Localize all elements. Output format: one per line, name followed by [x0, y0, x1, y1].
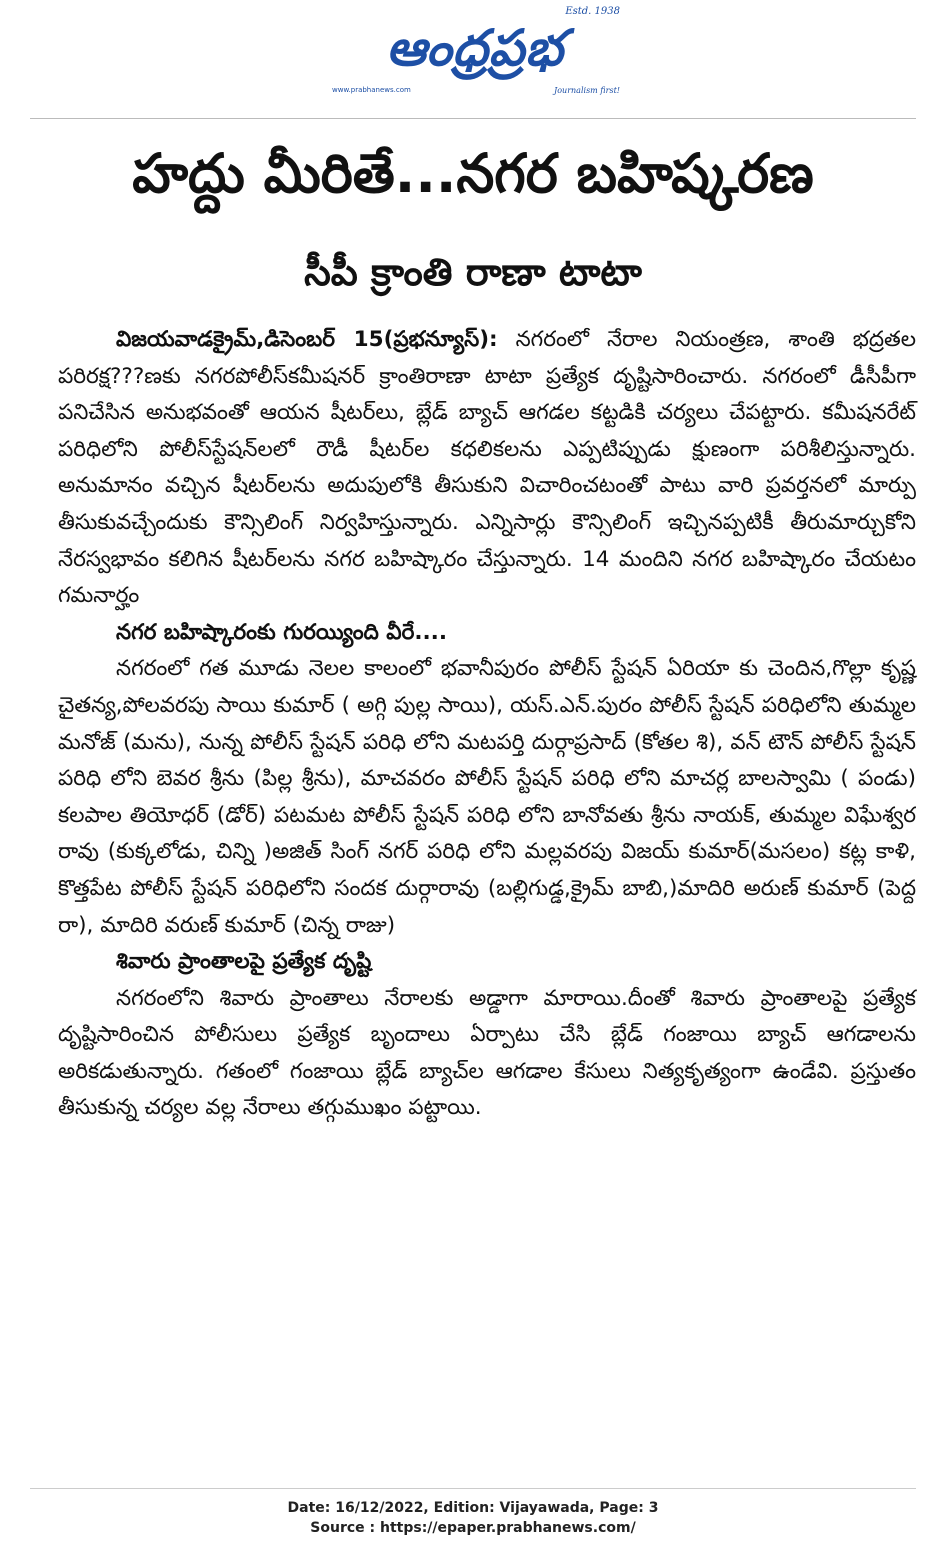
edition-info: Date: 16/12/2022, Edition: Vijayawada, Page: 3	[287, 1500, 659, 1516]
logo-text: ఆంధ్రప్రభ	[386, 18, 564, 77]
section-heading: శివారు ప్రాంతాలపై ప్రత్యేక దృష్టి	[116, 949, 372, 975]
section-heading: నగర బహిష్కారంకు గురయ్యింది వీరే....	[116, 619, 447, 645]
paragraph: నగరంలో గత మూడు నెలల కాలంలో భవానీపురం పోలీస్ స్టేషన్ ఏరియా కు చెందిన,గొల్లా కృష్ణ చైతన్య,పోలవరపు సాయి కుమార్ ( అగ్గి పుల్ల సాయి), యస్.ఎన్.పురం పోలీస్ స్టేషన్ పరిధిలోని తుమ్మల మనోజ్ (మను), నున్న పోలీస్ స్టేషన్ పరిధి లోని మటపర్తి దుర్గాప్రసాద్ (కోతల శి), వన్ టౌన్ పోలీస్ స్టేషన్ పరిధి లోని బెవర శ్రీను (పిల్ల శ్రీను), మాచవరం పోలీస్ స్టేషన్ పరిధి లోని మాచర్ల బాలస్వామి ( పండు) కలపాల తియోధర్ (డోర్) పటమట పోలీస్ స్టేషన్ పరిధి లోని బానోవతు శ్రీను నాయక్, తుమ్మల విఘేశ్వర రావు (కుక్కలోడు, చిన్ని )అజిత్ సింగ్ నగర్ పరిధి లోని మల్లవరపు విజయ్ కుమార్(మసలం) కట్ల కాళి, కొత్తపేట పోలీస్ స్టేషన్ పరిధిలోని సందక దుర్గారావు (బల్లిగుడ్డ,క్రైమ్ బాబి,)మాదిరి అరుణ్ కుమార్ (పెద్ద రా), మాదిరి వరుణ్ కుమార్ (చిన్న రాజు)	[58, 656, 916, 938]
subheadline: సీపీ క్రాంతి రాణా టాటా	[304, 250, 642, 294]
masthead	[0, 0, 946, 112]
paragraph: నగరంలోని శివారు ప్రాంతాలు నేరాలకు అడ్డాగా మారాయి.దీంతో శివారు ప్రాంతాలపై ప్రత్యేక దృష్టిసారించిన పోలీసులు ప్రత్యేక బృందాలు ఏర్పాటు చేసి బ్లేడ్ గంజాయి బ్యాచ్ ఆగడాలను అరికడుతున్నారు. గతంలో గంజాయి బ్లేడ్ బ్యాచ్‌ల ఆగడాల కేసులు నిత్యకృత్యంగా ఉండేవి. ప్రస్తుతం తీసుకున్న చర్యల వల్ల నేరాలు తగ్గుముఖం పట్టాయి.	[58, 985, 916, 1121]
divider	[30, 118, 916, 119]
divider	[30, 1488, 916, 1489]
tagline: Journalism first!	[554, 86, 620, 95]
article-body	[58, 322, 916, 1127]
established-note: Estd. 1938	[565, 6, 620, 17]
headline: హద్దు మీరితే...నగర బహిష్కరణ	[132, 142, 814, 205]
source-link[interactable]: Source : https://epaper.prabhanews.com/	[310, 1520, 636, 1536]
dateline: విజయవాడక్రైమ్,డిసెంబర్ 15(ప్రభన్యూస్):	[116, 327, 498, 352]
paragraph-text: నగరంలో నేరాల నియంత్రణ, శాంతి భద్రతల పరిరక్ష???ణకు నగరపోలీస్‌కమీషనర్ క్రాంతిరాణా టాటా ప్రత్యేక దృష్టిసారించారు. నగరంలో డీసీపీగా పనిచేసిన అనుభవంతో ఆయన షీటర్‌లు, బ్లేడ్ బ్యాచ్ ఆగడల కట్టడికి చర్యలు చేపట్టారు. కమీషనరేట్ పరిధిలోని పోలీస్‌స్టేషన్‌లలో రౌడీ షీటర్‌ల కధలికలను ఎప్పటిప్పుడు క్షుణంగా పరిశీలిస్తున్నారు. అనుమానం వచ్చిన షీటర్‌లను అదుపులోకి తీసుకుని విచారించటంతో పాటు వారి ప్రవర్తనలో మార్పు తీసుకువచ్చేందుకు కౌన్సిలింగ్ నిర్వహిస్తున్నారు. ఎన్నిసార్లు కౌన్సిలింగ్ ఇచ్చినప్పటికీ తీరుమార్చుకోని నేరస్వభావం కలిగిన షీటర్‌లను నగర బహిష్కారం చేస్తున్నారు. 14 మందిని నగర బహిష్కారం చేయటం గమనార్హం	[58, 327, 916, 609]
footer	[0, 1498, 946, 1538]
website-note: www.prabhanews.com	[332, 86, 411, 94]
newspaper-logo	[330, 6, 620, 95]
paragraph	[58, 322, 916, 615]
